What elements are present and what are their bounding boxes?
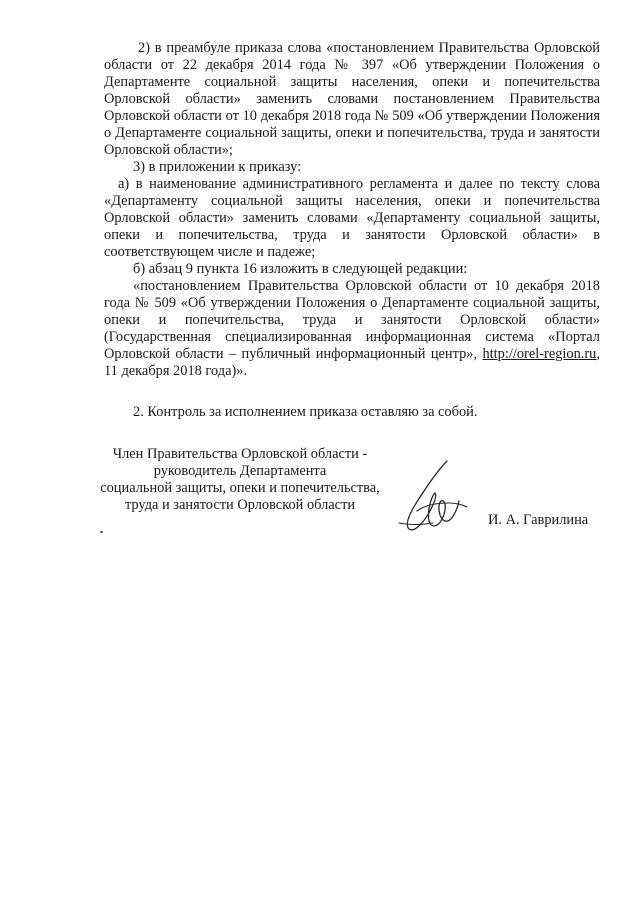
paragraph-item-b: б) абзац 9 пункта 16 изложить в следующей редакции: [133,261,468,277]
signatory-line-3: социальной защиты, опеки и попечительства, [100,480,380,496]
new-wording-text: «постановлением Правительства Орловской области от 10 декабря 2018 года № 509 «Об утверждении Положения о Департаменте социальной защиты, опеки и попечительства, труда и занятости Орловской области» (Государственная специализированная информационная система «Портал Орловской области – публичный информационный центр», [104,278,600,362]
signatory-line-1: Член Правительства Орловской области - [112,446,368,462]
handwritten-signature [385,455,475,537]
signatory-line-4: труда и занятости Орловской области [124,497,356,513]
signatory-title [88,446,392,514]
paragraph-new-wording [104,278,600,380]
paragraph-item-a: а) в наименование административного регламента и далее по тексту слова «Департаменту социальной защиты населения, опеки и попечительства Орловской области» заменить словами «Департаменту социальной защиты, опеки и попечительства, труда и занятости Орловской области» в соответствующем числе и падеже; [104,176,600,260]
signatory-line-2: руководитель Департамента [153,463,327,479]
document-body [104,40,600,380]
scan-speck [100,531,103,533]
new-wording-end: , 11 декабря 2018 года)». [104,346,600,379]
signatory-name: И. А. Гаврилина [488,512,589,528]
portal-link[interactable]: http://orel-region.ru [482,346,597,362]
paragraph-preamble: 2) в преамбуле приказа слова «постановлением Правительства Орловской области от 22 декабря 2014 года № 397 «Об утверждении Положения о Департаменте социальной защиты населения, опеки и попечительства Орловской области» заменить словами постановлением Правительства Орловской области от 10 декабря 2018 года № 509 «Об утверждении Положения о Департаменте социальной защиты, опеки и попечительства, труда и занятости Орловской области»; [104,40,600,158]
paragraph-appendix: 3) в приложении к приказу: [133,159,302,175]
paragraph-control: 2. Контроль за исполнением приказа оставляю за собой. [133,404,478,420]
